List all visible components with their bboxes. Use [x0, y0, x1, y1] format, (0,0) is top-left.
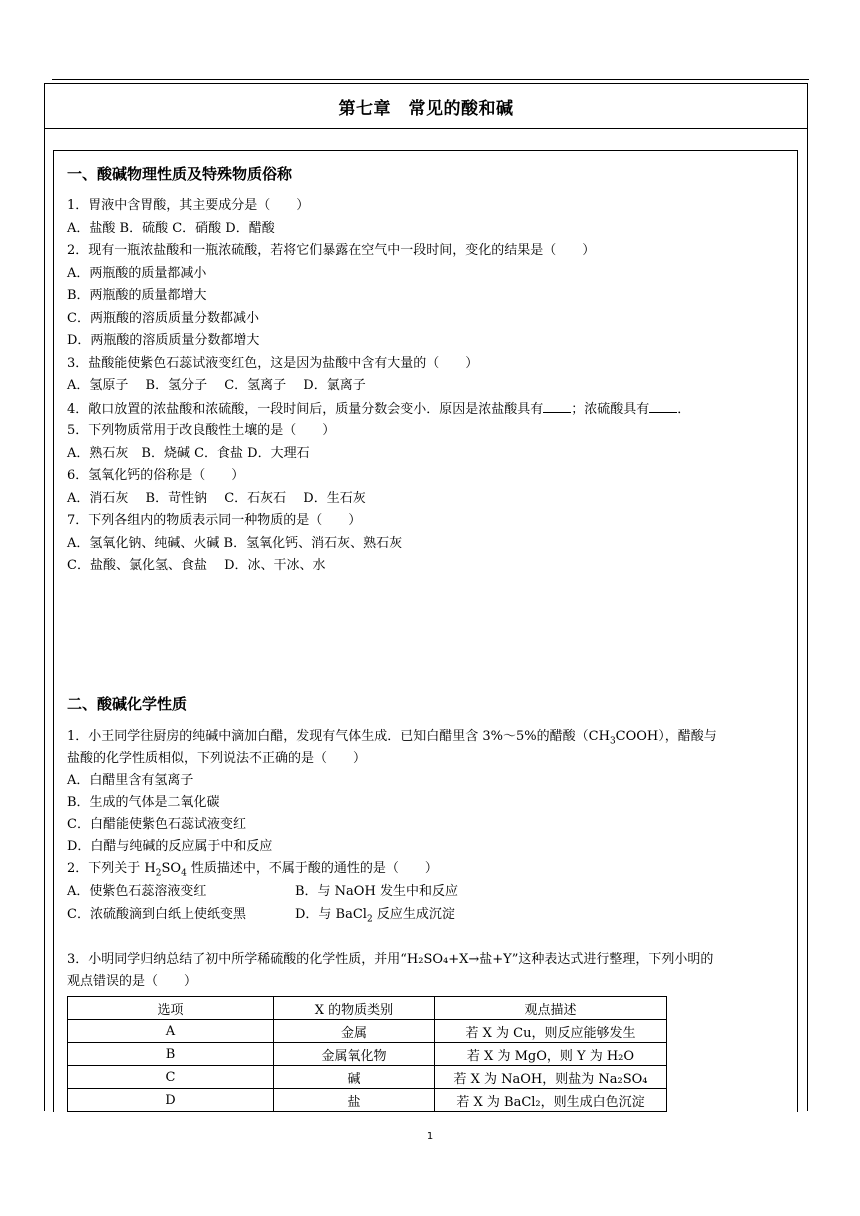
- q2d-subscript: 2: [366, 914, 373, 925]
- s1-line: 2．现有一瓶浓盐酸和一瓶浓硫酸，若将它们暴露在空气中一段时间，变化的结果是（ ）: [67, 243, 596, 258]
- s1-line: A．两瓶酸的质量都减小: [67, 266, 207, 281]
- s1-line: C．盐酸、氯化氢、食盐 D．冰、干冰、水: [67, 558, 326, 573]
- s1-line: C．两瓶酸的溶质质量分数都减小: [67, 311, 259, 326]
- table-cell: 若 X 为 NaOH，则盐为 Na₂SO₄: [435, 1066, 667, 1089]
- s2-q1-option: B．生成的气体是二氧化碳: [67, 795, 220, 810]
- q1-subscript: 3: [609, 736, 616, 747]
- table-row: [68, 1089, 667, 1112]
- s2-q2-option-b: B．与 NaOH 发生中和反应: [295, 884, 458, 899]
- s1-line: 1．胃液中含胃酸，其主要成分是（ ）: [67, 198, 310, 213]
- s2-q2-option-a: A．使紫色石蕊溶液变红: [67, 884, 207, 899]
- table-header-cell: X 的物质类别: [274, 997, 435, 1020]
- header-rule: [52, 79, 809, 80]
- table-header-row: [68, 997, 667, 1020]
- s1-line: 5．下列物质常用于改良酸性土壤的是（ ）: [67, 423, 336, 438]
- s1-line: A．熟石灰 B．烧碱 C．食盐 D．大理石: [67, 446, 310, 461]
- section2-title: 二、酸碱化学性质: [67, 695, 188, 713]
- table-row: [68, 1043, 667, 1066]
- s2-q1-line1: [67, 728, 717, 746]
- s2-q2-option-c: C．浓硫酸滴到白纸上使纸变黑: [67, 907, 246, 922]
- s2-q3-line2: 观点错误的是（ ）: [67, 974, 198, 989]
- q3-options-table: [67, 996, 667, 1112]
- s1-line: 7．下列各组内的物质表示同一种物质的是（ ）: [67, 513, 362, 528]
- table-cell: 金属: [274, 1020, 435, 1043]
- q2-subscript-1: 2: [155, 868, 162, 879]
- s1-line: 3．盐酸能使紫色石蕊试液变红色，这是因为盐酸中含有大量的（ ）: [67, 356, 479, 371]
- content-frame: [53, 150, 798, 1112]
- q2-text-c: 性质描述中，不属于酸的通性的是（ ）: [186, 861, 438, 876]
- table-cell: B: [68, 1043, 274, 1066]
- s2-q1-option: D．白醋与纯碱的反应属于中和反应: [67, 839, 273, 854]
- s1-line: A．氢原子 B．氢分子 C．氢离子 D．氯离子: [67, 378, 366, 393]
- answer-blank[interactable]: [649, 400, 677, 413]
- q4-text-3: ．: [677, 402, 691, 417]
- table-cell: 碱: [274, 1066, 435, 1089]
- s1-line: B．两瓶酸的质量都增大: [67, 288, 207, 303]
- table-cell: C: [68, 1066, 274, 1089]
- s1-q4-line: [67, 400, 690, 419]
- s1-line: A．消石灰 B．苛性钠 C．石灰石 D．生石灰: [67, 491, 366, 506]
- q2-text-a: 2．下列关于 H: [67, 861, 156, 876]
- s1-line: 6．氢氧化钙的俗称是（ ）: [67, 468, 245, 483]
- table-header-cell: 选项: [68, 997, 274, 1020]
- s2-q1-option: C．白醋能使紫色石蕊试液变红: [67, 817, 246, 832]
- table-cell: 盐: [274, 1089, 435, 1112]
- worksheet-frame: [44, 83, 808, 1111]
- s2-q2-option-d: [295, 906, 455, 924]
- s1-line: D．两瓶酸的溶质质量分数都增大: [67, 333, 260, 348]
- answer-blank[interactable]: [543, 400, 571, 413]
- q4-text-1: 4．敞口放置的浓盐酸和浓硫酸，一段时间后，质量分数会变小．原因是浓盐酸具有: [67, 402, 544, 417]
- section1-title: 一、酸碱物理性质及特殊物质俗称: [67, 165, 293, 183]
- table-cell: 若 X 为 Cu，则反应能够发生: [435, 1020, 667, 1043]
- table-row: [68, 1020, 667, 1043]
- q2d-text-b: 反应生成沉淀: [372, 907, 455, 922]
- chapter-title: 第七章 常见的酸和碱: [45, 84, 807, 129]
- s2-q1-line2: 盐酸的化学性质相似，下列说法不正确的是（ ）: [67, 751, 367, 766]
- table-row: [68, 1066, 667, 1089]
- s2-q1-option: A．白醋里含有氢离子: [67, 773, 194, 788]
- s2-q3-line1: 3．小明同学归纳总结了初中所学稀硫酸的化学性质，并用“H₂SO₄+X→盐+Y”这种表达式进行整理，下列小明的: [67, 952, 714, 967]
- q1-text-b: COOH），醋酸与: [615, 729, 717, 744]
- table-header-cell: 观点描述: [435, 997, 667, 1020]
- q2-text-b: SO: [161, 861, 182, 876]
- q1-text-a: 1．小王同学往厨房的纯碱中滴加白醋，发现有气体生成．已知白醋里含 3%～5%的醋酸（CH: [67, 729, 610, 744]
- q2d-text-a: D．与 BaCl: [295, 907, 367, 922]
- table-cell: A: [68, 1020, 274, 1043]
- table-cell: D: [68, 1089, 274, 1112]
- page-number: 1: [426, 1131, 434, 1142]
- s2-q2-stem: [67, 860, 438, 878]
- table-cell: 若 X 为 BaCl₂，则生成白色沉淀: [435, 1089, 667, 1112]
- q2-subscript-2: 4: [181, 868, 187, 879]
- table-cell: 金属氧化物: [274, 1043, 435, 1066]
- s1-line: A．氢氧化钠、纯碱、火碱 B．氢氧化钙、消石灰、熟石灰: [67, 536, 403, 551]
- q4-text-2: ；浓硫酸具有: [571, 402, 650, 417]
- s1-line: A．盐酸 B．硫酸 C．硝酸 D．醋酸: [67, 221, 275, 236]
- table-cell: 若 X 为 MgO，则 Y 为 H₂O: [435, 1043, 667, 1066]
